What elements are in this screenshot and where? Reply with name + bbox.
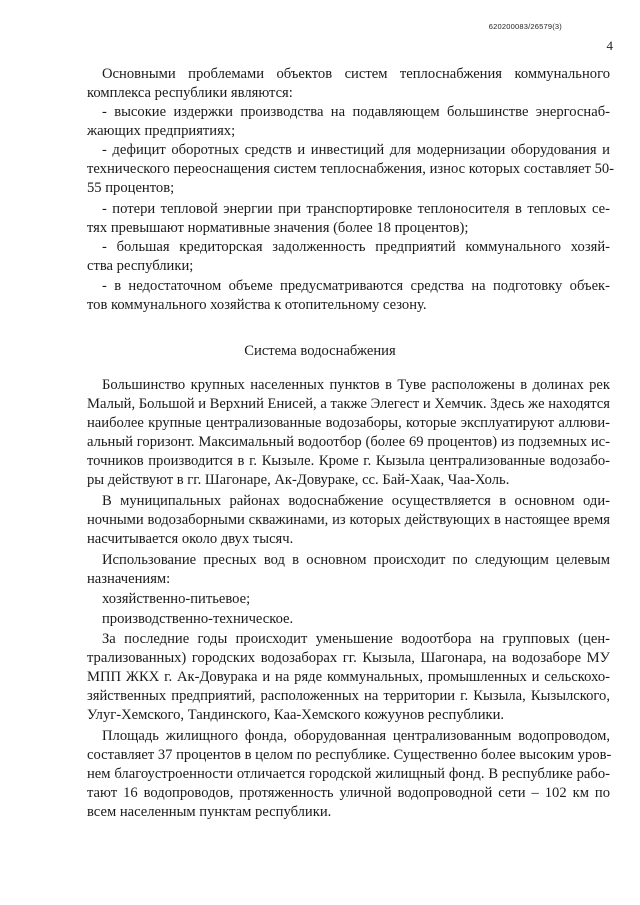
list-item-line: - высокие издержки производства на подавляющем большинстве энергоснаб- — [102, 104, 610, 120]
list-item-line: 55 процентов; — [87, 180, 175, 196]
paragraph-line: точников производится в г. Кызыле. Кроме г. Кызыла централизованные водозабо- — [87, 453, 610, 469]
paragraph-line: ры действуют в гг. Шагонаре, Ак-Довураке, сс. Бай-Хаак, Чаа-Холь. — [87, 472, 510, 488]
section-heading: Система водоснабжения — [244, 343, 396, 359]
paragraph-line: Малый, Большой и Верхний Енисей, а также Элегест и Хемчик. Здесь же находятся — [87, 396, 610, 412]
paragraph-line: нем благоустроенности отличается городской жилищный фонд. В республике рабо- — [87, 766, 610, 782]
paragraph-line: альный горизонт. Максимальный водоотбор (более 69 процентов) из подземных ис- — [87, 434, 610, 450]
list-item-line: хозяйственно-питьевое; — [102, 591, 251, 607]
list-item-line: - большая кредиторская задолженность предприятий коммунального хозяй- — [102, 239, 610, 255]
paragraph-line: Большинство крупных населенных пунктов в Туве расположены в долинах рек — [102, 377, 610, 393]
paragraph-line: трализованных) городских водозаборах гг. Кызыла, Шагонара, на водозаборе МУ — [87, 650, 610, 666]
paragraph-line: зяйственных предприятий, расположенных на территории г. Кызыла, Кызылского, — [87, 688, 610, 704]
page-number: 4 — [606, 38, 613, 53]
paragraph-line: составляет 37 процентов в целом по республике. Существенно более высоким уров- — [87, 747, 612, 763]
paragraph-line: ночными водозаборными скважинами, из которых действующих в настоящее время — [87, 512, 610, 528]
list-item-line: тях превышают нормативные значения (более 18 процентов); — [87, 220, 469, 236]
paragraph-line: Площадь жилищного фонда, оборудованная централизованным водопроводом, — [102, 728, 610, 744]
paragraph-line: всем населенным пунктам республики. — [87, 804, 332, 820]
paragraph-line: Улуг-Хемского, Тандинского, Каа-Хемского кожуунов республики. — [87, 707, 505, 723]
list-item-line: ства республики; — [87, 258, 194, 274]
paragraph-line: наиболее крупные централизованные водозаборы, которые эксплуатируют аллюви- — [87, 415, 610, 431]
paragraph-line: комплекса республики являются: — [87, 85, 293, 101]
list-item-line: - потери тепловой энергии при транспортировке теплоносителя в тепловых се- — [102, 201, 610, 217]
list-item-line: - в недостаточном объеме предусматриваются средства на подготовку объек- — [102, 278, 610, 294]
list-item-line: - дефицит оборотных средств и инвестиций для модернизации оборудования и — [102, 142, 610, 158]
paragraph-line: МПП ЖКХ г. Ак-Довурака и на ряде коммунальных, промышленных и сельскохо- — [87, 669, 610, 685]
list-item-line: технического переоснащения систем теплоснабжения, износ которых составляет 50- — [87, 161, 615, 177]
paragraph-line: За последние годы происходит уменьшение водоотбора на групповых (цен- — [102, 631, 610, 647]
paragraph-line: насчитывается около двух тысяч. — [87, 531, 294, 547]
paragraph-line: назначениям: — [87, 571, 171, 587]
list-item-line: тов коммунального хозяйства к отопительному сезону. — [87, 297, 427, 313]
document-id: 620200083/26579(3) — [488, 22, 562, 31]
list-item-line: жающих предприятиях; — [87, 123, 236, 139]
paragraph-line: Основными проблемами объектов систем теплоснабжения коммунального — [102, 66, 610, 82]
paragraph-line: тают 16 водопроводов, протяженность уличной водопроводной сети – 102 км по — [87, 785, 610, 801]
list-item-line: производственно-техническое. — [102, 611, 294, 627]
paragraph-line: Использование пресных вод в основном происходит по следующим целевым — [102, 552, 610, 568]
paragraph-line: В муниципальных районах водоснабжение осуществляется в основном оди- — [102, 493, 610, 509]
